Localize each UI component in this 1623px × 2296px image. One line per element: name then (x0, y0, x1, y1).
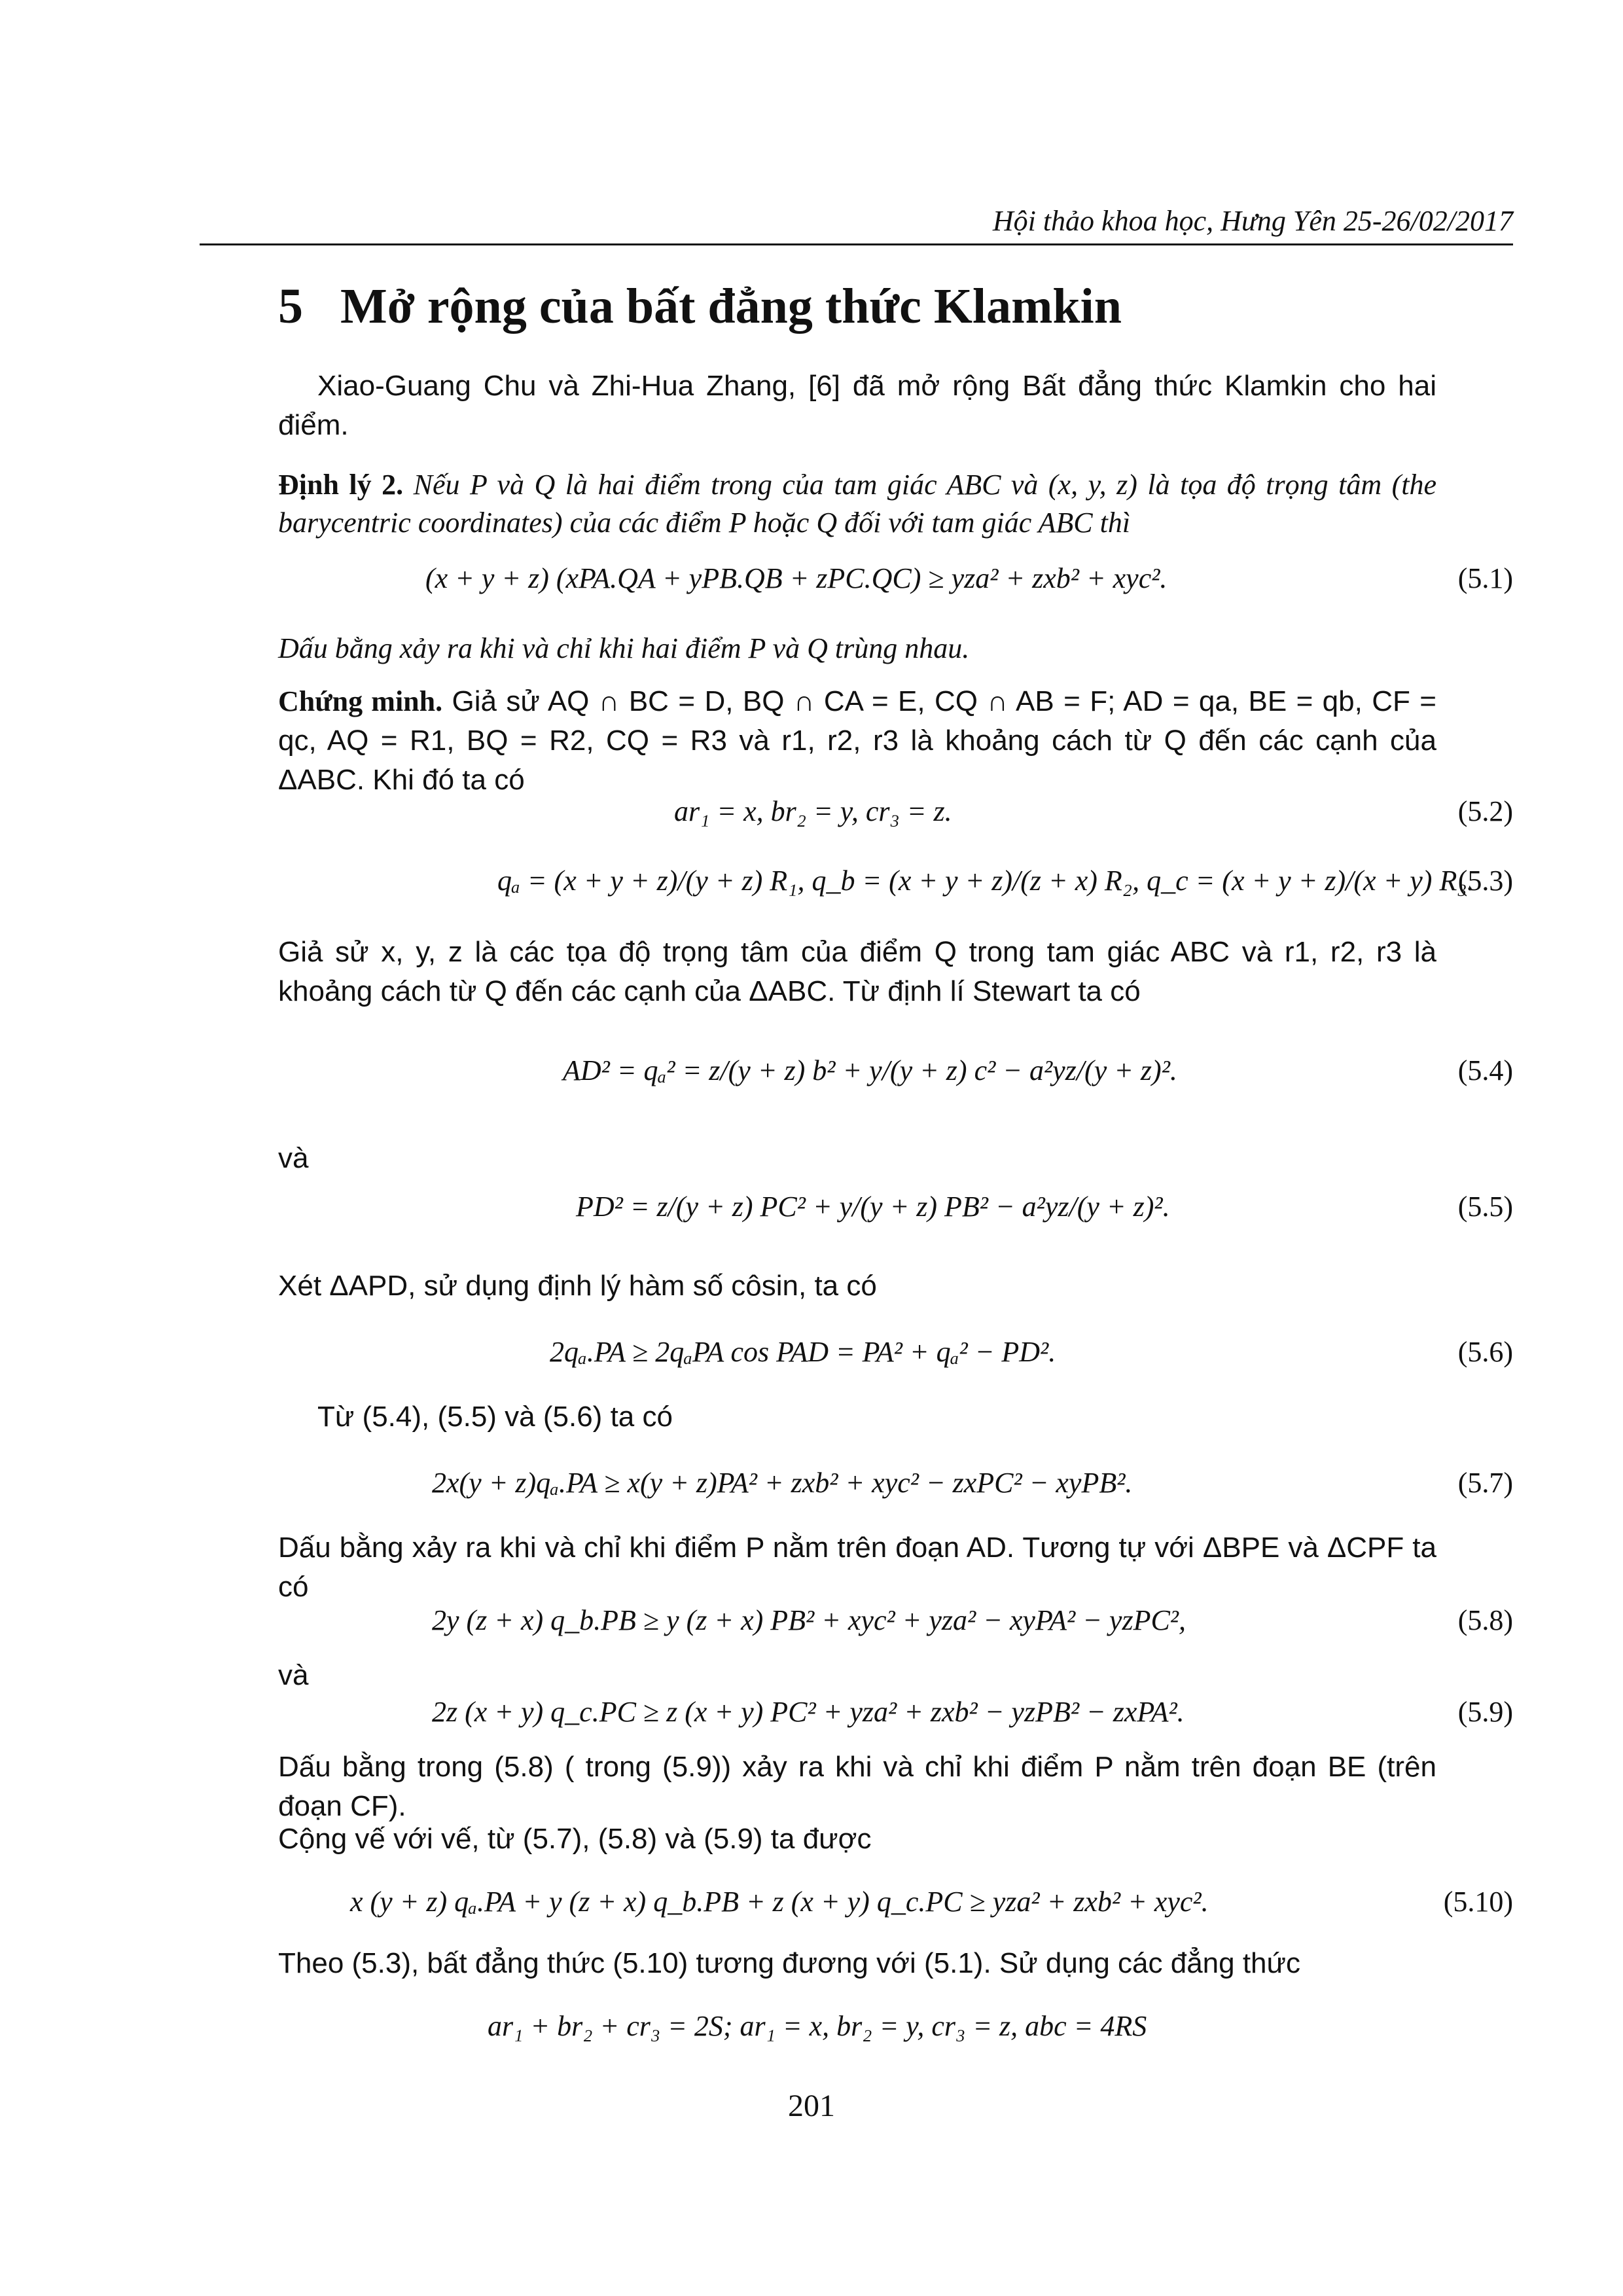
section-title: Mở rộng của bất đẳng thức Klamkin (340, 279, 1122, 334)
theorem-label: Định lý 2. (278, 469, 404, 501)
equation-5-5: PD² = z/(y + z) PC² + y/(y + z) PB² − a²yz/(y + z)². (576, 1191, 1170, 1223)
equation-5-6: 2qₐ.PA ≥ 2qₐPA cos PAD = PA² + qₐ² − PD². (550, 1336, 1056, 1368)
equation-number-5-8: (5.8) (1457, 1604, 1513, 1636)
running-header: Hội thảo khoa học, Hưng Yên 25-26/02/2017 (992, 205, 1513, 237)
cosine-paragraph: Xét ΔAPD, sử dụng định lý hàm số côsin, ta có (278, 1270, 877, 1302)
header-rule (200, 243, 1513, 245)
section-number: 5 (278, 279, 303, 334)
equation-5-9: 2z (x + y) q_c.PC ≥ z (x + y) PC² + yza² + zxb² − yzPB² − zxPA². (432, 1696, 1185, 1728)
equality-ad-paragraph: Dấu bằng xảy ra khi và chỉ khi điểm P nằm trên đoạn AD. Tương tự với ΔBPE và ΔCPF ta có (278, 1532, 1436, 1603)
sum-paragraph: Cộng vế với vế, từ (5.7), (5.8) và (5.9) ta được (278, 1823, 872, 1855)
proof-paragraph (278, 682, 1436, 800)
equation-number-5-6: (5.6) (1457, 1336, 1513, 1368)
proof-label: Chứng minh. (278, 685, 443, 717)
equation-5-7: 2x(y + z)qₐ.PA ≥ x(y + z)PA² + zxb² + xyc² − zxPC² − xyPB². (432, 1467, 1133, 1499)
combine-paragraph: Từ (5.4), (5.5) và (5.6) ta có (317, 1401, 673, 1433)
equation-number-5-5: (5.5) (1457, 1191, 1513, 1223)
equation-5-10: x (y + z) qₐ.PA + y (z + x) q_b.PB + z (x + y) q_c.PC ≥ yza² + zxb² + xyc². (350, 1886, 1209, 1918)
equality-be-paragraph: Dấu bằng trong (5.8) ( trong (5.9)) xảy ra khi và chỉ khi điểm P nằm trên đoạn BE (trên đoạn CF). (278, 1751, 1436, 1822)
equation-5-3: qₐ = (x + y + z)/(y + z) R₁, q_b = (x + y + z)/(z + x) R₂, q_c = (x + y + z)/(x + y) R₃. (497, 865, 1474, 897)
theorem-2 (278, 466, 1436, 542)
theorem-text: Nếu P và Q là hai điểm trong của tam giác ABC và (x, y, z) là tọa độ trọng tâm (the barycentric coordinates) của các điểm P hoặc Q đối với tam giác ABC thì (278, 469, 1436, 539)
equation-5-4: AD² = qₐ² = z/(y + z) b² + y/(y + z) c² − a²yz/(y + z)². (563, 1054, 1177, 1086)
equation-number-5-10: (5.10) (1443, 1886, 1513, 1918)
equation-identities: ar₁ + br₂ + cr₃ = 2S; ar₁ = x, br₂ = y, cr₃ = z, abc = 4RS (488, 2010, 1147, 2042)
equation-5-1: (x + y + z) (xPA.QA + yPB.QB + zPC.QC) ≥ yza² + zxb² + xyc². (425, 562, 1168, 594)
conjunction-va-1: và (278, 1142, 309, 1174)
proof-text: Giả sử AQ ∩ BC = D, BQ ∩ CA = E, CQ ∩ AB = F; AD = qa, BE = qb, CF = qc, AQ = R1, BQ = R2, CQ = R3 và r1, r2, r3 là khoảng cách từ Q đến các cạnh của ΔABC. Khi đó ta có (278, 685, 1436, 796)
page-number: 201 (788, 2089, 835, 2123)
equation-number-5-2: (5.2) (1457, 795, 1513, 827)
section-heading (278, 278, 1122, 335)
equation-number-5-7: (5.7) (1457, 1467, 1513, 1499)
conjunction-va-2: và (278, 1659, 309, 1691)
equation-5-8: 2y (z + x) q_b.PB ≥ y (z + x) PB² + xyc² + yza² − xyPA² − yzPC², (432, 1604, 1186, 1636)
stewart-paragraph: Giả sử x, y, z là các tọa độ trọng tâm của điểm Q trong tam giác ABC và r1, r2, r3 là khoảng cách từ Q đến các cạnh của ΔABC. Từ định lí Stewart ta có (278, 936, 1436, 1007)
equation-number-5-4: (5.4) (1457, 1054, 1513, 1086)
equation-number-5-3: (5.3) (1457, 865, 1513, 897)
equation-5-2: ar₁ = x, br₂ = y, cr₃ = z. (674, 795, 952, 827)
equivalence-paragraph: Theo (5.3), bất đẳng thức (5.10) tương đương với (5.1). Sử dụng các đẳng thức (278, 1947, 1300, 1979)
equality-condition: Dấu bằng xảy ra khi và chỉ khi hai điểm P và Q trùng nhau. (278, 632, 970, 664)
equation-number-5-9: (5.9) (1457, 1696, 1513, 1728)
intro-paragraph: Xiao-Guang Chu và Zhi-Hua Zhang, [6] đã mở rộng Bất đẳng thức Klamkin cho hai điểm. (278, 370, 1436, 441)
equation-number-5-1: (5.1) (1457, 562, 1513, 594)
